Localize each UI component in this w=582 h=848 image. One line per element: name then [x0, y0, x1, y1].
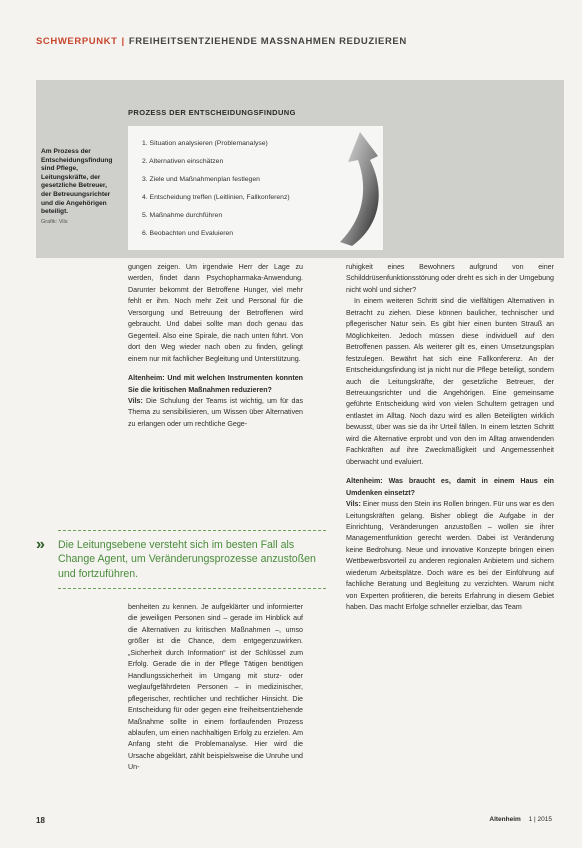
page-header: [36, 36, 407, 47]
quote-rule-top: [58, 530, 326, 531]
figure-credit: Grafik: Vils: [41, 218, 68, 225]
process-step: 1. Situation analysieren (Problemanalyse): [142, 140, 268, 147]
page-footer: [489, 816, 552, 823]
process-step: 6. Beobachten und Evaluieren: [142, 230, 234, 237]
interview-answer: [128, 396, 303, 430]
process-step: 5. Maßnahme durchführen: [142, 212, 223, 219]
pull-quote-text: Die Leitungsebene versteht sich im besten Fall als Change Agent, um Veränderungsprozesse anzustoßen und fortzuführen.: [58, 539, 316, 580]
magazine-name: Altenheim: [489, 816, 521, 823]
left-column-top: [128, 262, 303, 430]
curved-arrow-icon: [332, 130, 387, 248]
figure-title: PROZESS DER ENTSCHEIDUNGSFINDUNG: [128, 108, 296, 117]
issue-label: 1 | 2015: [528, 816, 552, 823]
right-column: [346, 262, 554, 614]
interview-question: Altenheim: Was braucht es, damit in einem Haus ein Umdenken einsetzt?: [346, 477, 554, 497]
process-step: 3. Ziele und Maßnahmenplan festlegen: [142, 176, 260, 183]
body-paragraph: benheiten zu kennen. Je aufgeklärter und informierter die jeweiligen Personen sind – gerade im Hinblick auf die Alternativen zu kritischen Maßnahmen –, umso größer ist die Chance, dem entgegenzuwirken. „Sicherheit durch Information“ ist der Schlüssel zum Erfolg. Gerade die in der Pflege Tätigen benötigen Handlungssicherheit im Umgang mit sturz- oder weglaufgefährdeten Personen – in medizinischer, pflegerischer, rechtlicher und rechtlicher Hinsicht. Die Entscheidung für oder gegen eine freiheitsentziehende Maßnahme sollte in einem fortlaufenden Prozess ablaufen, um einen nachhaltigen Erfolg zu erzielen. Am Anfang steht die Problemanalyse. Hier wird die Ursache abgeklärt, zählt beispielsweise die Unruhe und Un-: [128, 603, 303, 772]
body-paragraph: ruhigkeit eines Bewohners aufgrund von einer Schilddrüsenfunktionsstörung oder dreht es sich in der Umgebung nicht wohl und sicher?: [346, 263, 554, 294]
process-step: 2. Alternativen einschätzen: [142, 158, 224, 165]
header-separator: |: [121, 36, 125, 47]
process-step: 4. Entscheidung treffen (Leitlinien, Fallkonferenz): [142, 194, 290, 201]
quote-rule-bottom: [58, 588, 326, 589]
answer-text: Die Schulung der Teams ist wichtig, um für das Thema zu sensibilisieren, um Wissen über Alternativen zu erlangen oder um rechtliche Gege-: [128, 396, 303, 428]
figure-caption: [41, 148, 119, 226]
interview-question: Altenheim: Und mit welchen Instrumenten konnten Sie die kritischen Maßnahmen reduzieren?: [128, 374, 303, 394]
body-paragraph: In einem weiteren Schritt sind die vielfältigen Alternativen in Betracht zu ziehen. Diese können baulicher, technischer und pflegerischer Natur sein. Es gibt hier einen bunten Strauß an Möglichkeiten. Jedoch müssen diese individuell auf den Betroffenen passen. Als weiterer gilt es, einen Umsetzungsplan festzulegen. Bewährt hat sich eine Fallkonferenz. An der Entscheidungsfindung ist ja nicht nur die Pflege beteiligt, sondern auch die Leitungskräfte, der gesetzliche Betreuer, der Betreuungsrichter und die Angehörigen. Eine gemeinsame geführte Entscheidung wird von vielen Schultern getragen und entlastet im Alltag. Noch dazu wird es allen Beteiligten wirklich bewusst, über was sie da ihr Urteil fällen. In einem letzten Schritt wird die Alternative erprobt und von den im Alltag anwendenden Fachkräften auf ihre Zweckmäßigkeit und Angemessenheit überwacht und evaluiert.: [346, 297, 554, 466]
interview-answer: [346, 499, 554, 614]
answer-lead: Vils:: [128, 396, 143, 405]
body-paragraph: gungen zeigen. Um irgendwie Herr der Lage zu werden, findet dann Psychopharmaka-Anwendung. Darunter bekommt der Betroffene Hunger, viel mehr fehlt er ihm. Noch mehr Zeit und Personal für die Versorgung und Betreuung der Betroffenen wird gebraucht. Und dabei sollte man doch genau das Gegenteil. Also eine Spirale, die nach unten führt. Von dort den Weg wieder nach oben zu finden, gelingt einem nur mit fachlicher Begleitung und Unterstützung.: [128, 263, 303, 363]
header-kicker: SCHWERPUNKT: [36, 36, 118, 47]
quote-marks: »: [36, 536, 45, 553]
left-column-bottom: [128, 602, 303, 774]
figure-caption-text: Am Prozess der Entscheidungsfindung sind Pflege, Leitungskräfte, der gesetzliche Betreuer, der Betreuungsrichter und die Angehörigen beteiligt.: [41, 148, 113, 216]
answer-lead: Vils:: [346, 500, 361, 509]
page-number: 18: [36, 816, 45, 825]
answer-text: Einer muss den Stein ins Rollen bringen. Für uns war es den Leitungskräften gelang. Bisher obliegt die Aufgabe in der Einrichtung, Veränderungen anzustoßen – wollen sie ihrer Managementfunktion gerecht werden. Dabei ist Veränderung keine Bedrohung. Neue und innovative Konzepte bringen einen Wettbewerbsvorteil zu anderen regionalen Anbietern und sichern wiederum Arbeitsplätze. Doch wäre es bei der Einführung auf fachliche Beratung und Begleitung zu verzichten. Warum nicht von Experten profitieren, die bereits Erfahrung in diesem Gebiet haben. Das macht Erfolge schneller erzielbar, das Team: [346, 500, 554, 612]
pull-quote: [36, 538, 326, 581]
header-title: FREIHEITSENTZIEHENDE MASSNAHMEN REDUZIEREN: [128, 36, 407, 47]
